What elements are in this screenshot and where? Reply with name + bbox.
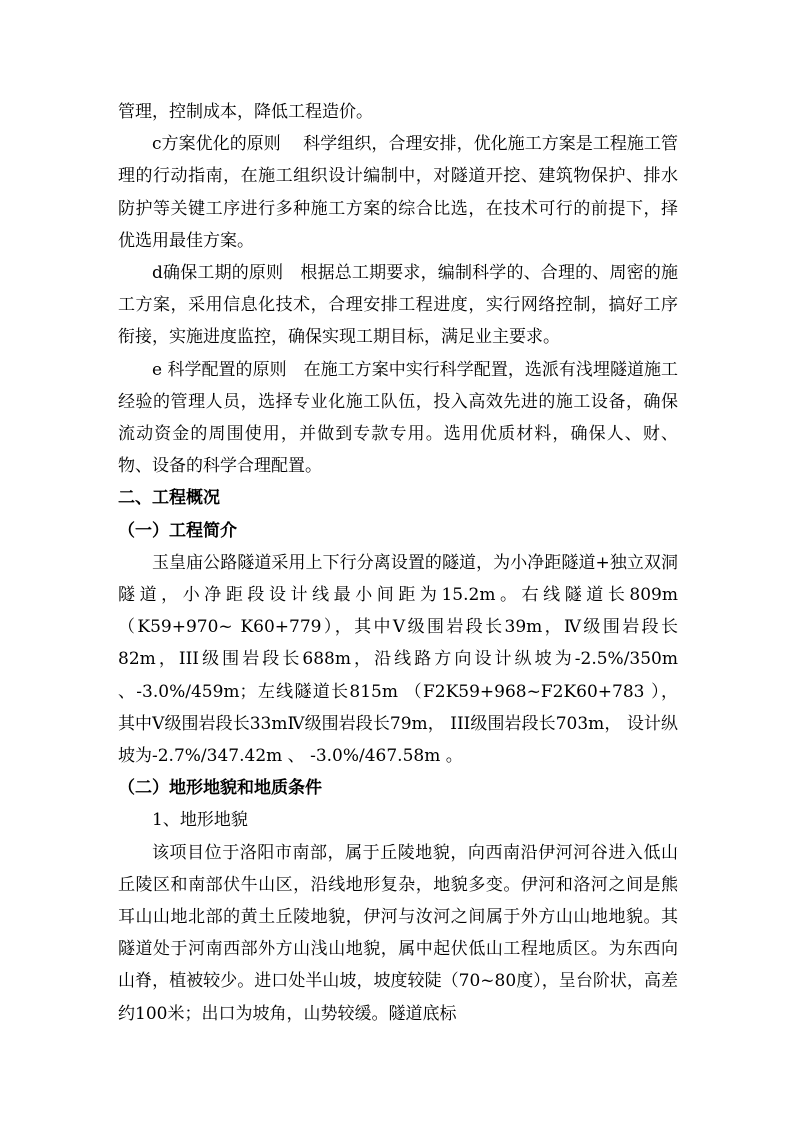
paragraph-principle-c: c方案优化的原则 科学组织，合理安排，优化施工方案是工程施工管理的行动指南，在施工组织设计编制中，对隧道开挖、建筑物保护、排水防护等关键工序进行多种施工方案的综合比选，在技术可行的前提下，择优选用最佳方案。	[118, 134, 678, 251]
paragraph-terrain-description: 该项目位于洛阳市南部，属于丘陵地貌，向西南沿伊河河谷进入低山丘陵区和南部伏牛山区，沿线地形复杂，地貌多变。伊河和洛河之间是熊耳山山地北部的黄土丘陵地貌，伊河与汝河之间属于外方山山地地貌。其隧道处于河南西部外方山浅山地貌，属中起伏低山工程地质区。为东西向山脊，植被较少。进口处半山坡，坡度较陡（70~80度），呈台阶状，高差约100米；出口为坡角，山势较缓。隧道底标	[118, 842, 678, 1024]
subsection-heading-project-intro: （一）工程简介	[118, 520, 237, 541]
document-page	[118, 96, 678, 1030]
section-heading-project-overview: 二、工程概况	[118, 488, 220, 509]
subsection-heading-terrain-geology: （二）地形地貌和地质条件	[118, 778, 322, 799]
item-heading-terrain: 1、地形地貌	[152, 810, 248, 831]
paragraph-tunnel-intro: 玉皇庙公路隧道采用上下行分离设置的隧道，为小净距隧道+独立双洞隧道，小净距段设计线最小间距为15.2m。右线隧道长809m（K59+970~ K60+779），其中Ⅴ级围岩段长39m，Ⅳ级围岩段长82m，III级围岩段长688m，沿线路方向设计纵坡为-2.5%/350m 、-3.0%/459m；左线隧道长815m （F2K59+968~F2K60+783 ），其中Ⅴ级围岩段长33mⅣ级围岩段长79m， III级围岩段长703m， 设计纵坡为-2.7%/347.42m 、 -3.0%/467.58m 。	[118, 552, 678, 767]
paragraph-cost-control: 管理，控制成本，降低工程造价。	[118, 102, 373, 122]
paragraph-principle-d: d确保工期的原则 根据总工期要求，编制科学的、合理的、周密的施工方案，采用信息化技术，合理安排工程进度，实行网络控制，搞好工序衔接，实施进度监控，确保实现工期目标，满足业主要求。	[118, 263, 678, 348]
paragraph-principle-e: e 科学配置的原则 在施工方案中实行科学配置，选派有浅埋隧道施工经验的管理人员，选择专业化施工队伍，投入高效先进的施工设备，确保流动资金的周围使用，并做到专款专用。选用优质材料，确保人、财、物、设备的科学合理配置。	[118, 359, 678, 477]
